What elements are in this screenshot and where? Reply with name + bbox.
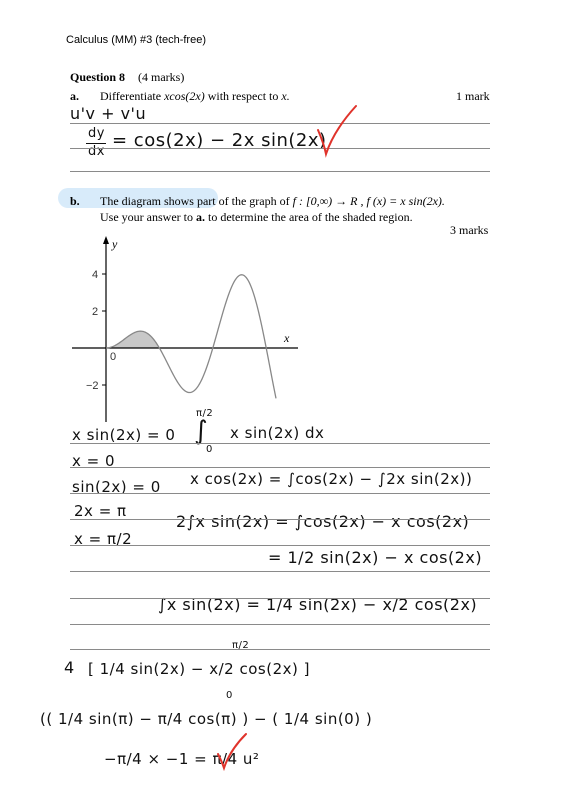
part-a-prompt xyxy=(100,89,290,104)
y-tick-label-4: 4 xyxy=(92,269,99,281)
rule-line xyxy=(70,148,490,149)
part-a-text-prefix: Differentiate xyxy=(100,89,165,103)
rule-line xyxy=(70,519,490,520)
part-b-function: f : [0,∞) → R , f (x) = x sin(2x). xyxy=(292,194,445,208)
hand-l1-left: x sin(2x) = 0 xyxy=(72,426,176,444)
part-a-hand-line2: = cos(2x) − 2x sin(2x) xyxy=(112,130,327,151)
rule-line xyxy=(70,649,490,650)
rule-line xyxy=(70,493,490,494)
part-b-text2-prefix: Use your answer to xyxy=(100,210,196,224)
part-a-text-suffix: with respect to xyxy=(204,89,282,103)
hand-l9: (( 1/4 sin(π) − π/4 cos(π) ) − ( 1/4 sin(0) ) xyxy=(40,710,373,728)
hand-l8-upper: π/2 xyxy=(232,640,250,651)
rule-line xyxy=(70,624,490,625)
rule-line xyxy=(70,467,490,468)
checkmark-icon xyxy=(214,730,250,774)
checkmark-icon xyxy=(312,100,362,160)
y-tick-label-neg2: −2 xyxy=(86,380,99,392)
part-b-line2 xyxy=(100,210,413,225)
part-b-label: b. xyxy=(70,194,80,208)
hand-int-upper: π/2 xyxy=(196,408,214,419)
part-a-label: a. xyxy=(70,89,79,103)
hand-l8-lower: 0 xyxy=(226,690,233,701)
origin-label: 0 xyxy=(110,351,117,363)
part-a-expression: xcos(2x) xyxy=(164,89,205,103)
part-a-hand-line1: u'v + v'u xyxy=(70,104,147,123)
rule-line xyxy=(70,598,490,599)
hand-l3-right: x cos(2x) = ∫cos(2x) − ∫2x sin(2x)) xyxy=(190,470,473,488)
question-marks: (4 marks) xyxy=(138,70,185,84)
question-title: Question 8 xyxy=(70,70,126,84)
y-tick-label-2: 2 xyxy=(92,306,99,318)
part-b-line1 xyxy=(100,194,445,209)
hand-l8-coef: 4 xyxy=(64,658,75,677)
y-axis-arrow xyxy=(103,236,109,244)
part-b-text2-suffix: to determine the area of the shaded region. xyxy=(204,210,413,224)
part-a-marks: 1 mark xyxy=(456,89,490,103)
page-header: Calculus (MM) #3 (tech-free) xyxy=(66,34,206,46)
hand-l10: −π/4 × −1 = π/4 u² xyxy=(104,750,260,768)
hand-l6-right: = 1/2 sin(2x) − x cos(2x) xyxy=(268,548,483,567)
rule-line xyxy=(70,443,490,444)
rule-line xyxy=(70,571,490,572)
hand-int-lower: 0 xyxy=(206,444,213,455)
x-axis-label: x xyxy=(284,331,290,345)
rule-line xyxy=(70,545,490,546)
question-title-row xyxy=(70,70,184,85)
integral-sign: ∫ xyxy=(194,416,209,446)
hand-l3-left: sin(2x) = 0 xyxy=(72,478,161,496)
part-a-hand-dy: dy xyxy=(88,126,105,141)
hand-l5-right: 2∫x sin(2x) = ∫cos(2x) − x cos(2x) xyxy=(176,512,470,531)
part-b-marks: 3 marks xyxy=(450,223,489,237)
hand-l7: ∫x sin(2x) = 1/4 sin(2x) − x/2 cos(2x) xyxy=(158,595,478,614)
y-axis-label: y xyxy=(112,237,118,251)
part-b-text1-prefix: The diagram shows part of the graph of xyxy=(100,194,293,208)
part-a-hand-dx: dx xyxy=(88,144,105,159)
part-a-variable: x. xyxy=(281,89,290,103)
hand-int-body: x sin(2x) dx xyxy=(230,424,325,442)
hand-l2: x = 0 xyxy=(72,452,116,470)
function-graph xyxy=(66,234,306,424)
rule-line xyxy=(70,171,490,172)
part-b-text2-bold: a. xyxy=(195,210,205,224)
hand-l8-body: [ 1/4 sin(2x) − x/2 cos(2x) ] xyxy=(88,660,310,678)
hand-l5: x = π/2 xyxy=(74,530,133,548)
hand-l4: 2x = π xyxy=(74,502,127,520)
rule-line xyxy=(70,123,490,124)
